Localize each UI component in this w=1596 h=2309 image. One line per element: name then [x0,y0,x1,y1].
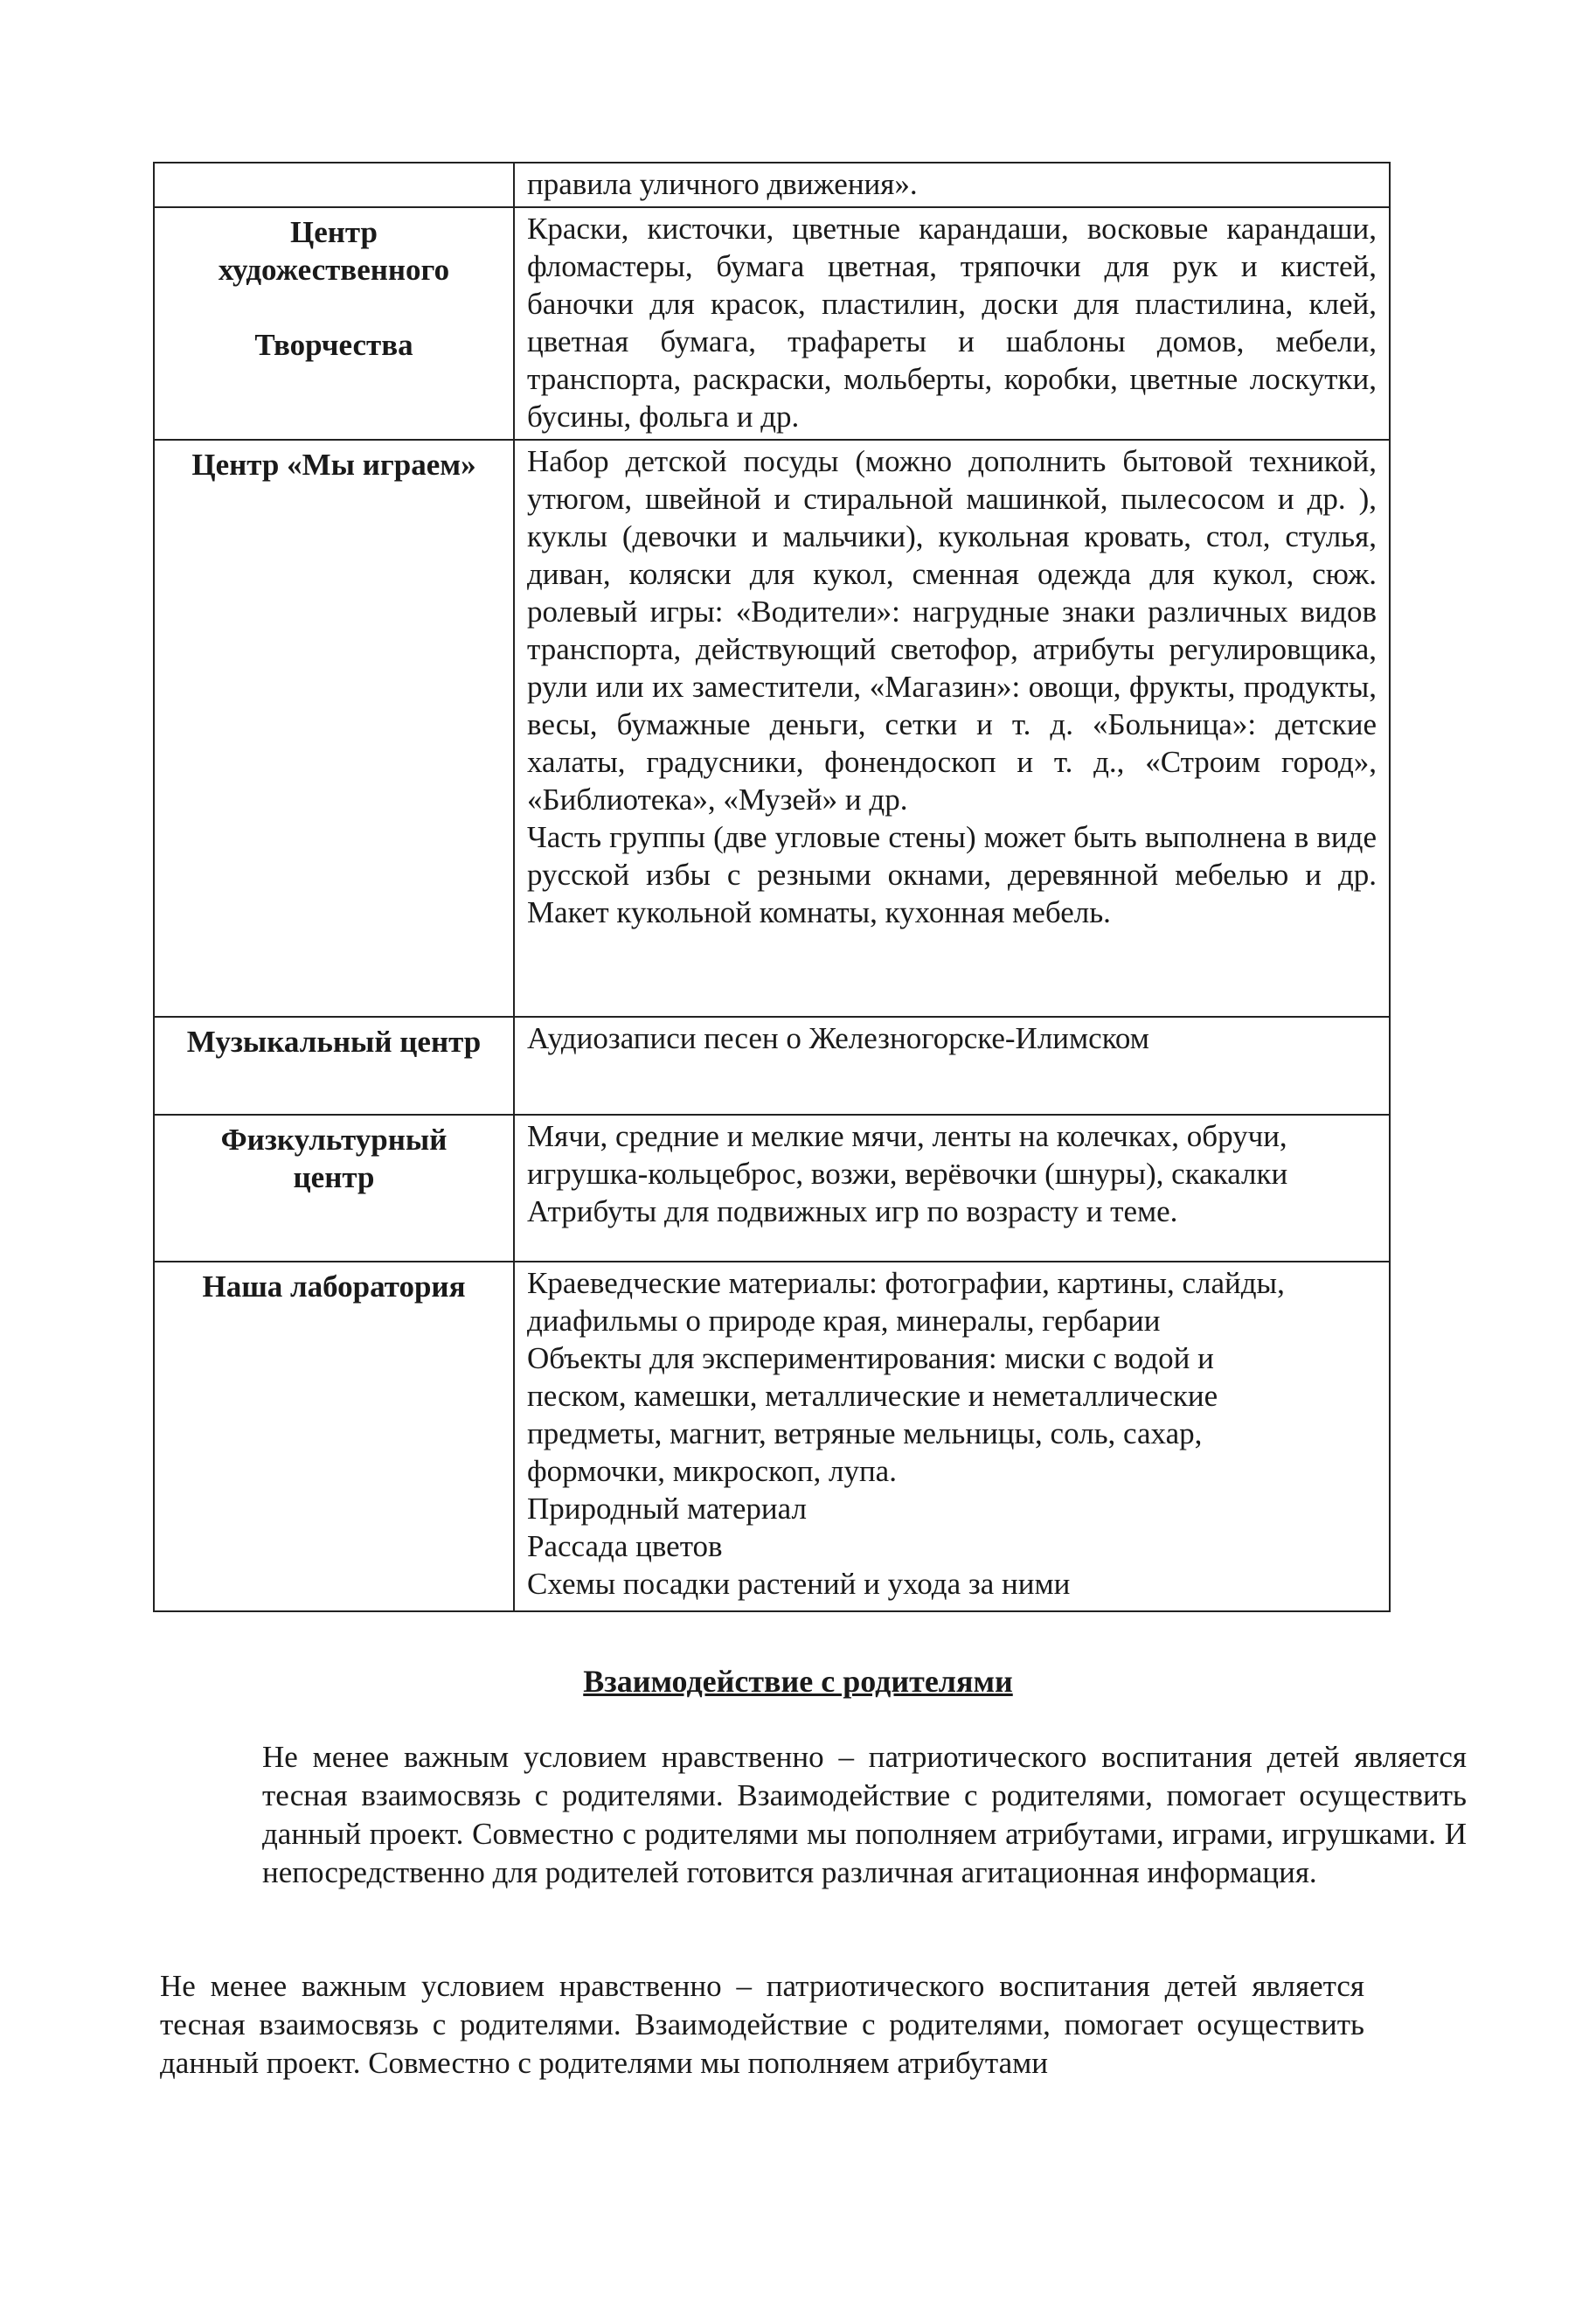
center-item-text: песком, камешки, металлические и неметаллические [527,1379,1218,1413]
center-name-cell [154,1262,514,1611]
center-item-text: Объекты для экспериментирования: миски с водой и [527,1341,1214,1375]
center-items-cell [514,207,1390,440]
center-name-line [167,289,501,326]
center-items-cell [514,163,1390,207]
center-items-cell [514,1017,1390,1115]
center-name-line: Творчества [254,328,413,362]
table-row [154,1017,1390,1115]
center-item-text: формочки, микроскоп, лупа. [527,1454,897,1488]
center-item-text: правила уличного движения». [527,167,918,201]
center-item-text: Схемы посадки растений и ухода за ними [527,1567,1071,1601]
centers-table-body [154,163,1390,1611]
table-row [154,163,1390,207]
center-name-cell [154,440,514,1017]
table-row [154,1115,1390,1262]
center-item-text: диафильмы о природе края, минералы, гербарии [527,1304,1161,1338]
center-name-line: Центр «Мы играем» [191,448,476,482]
paragraph-repeated: Не менее важным условием нравственно – патриотического воспитания детей является тесная взаимосвязь с родителями. Взаимодействие с родителями, помогает осуществить данный проект. Совместно с родителями мы пополняем атрибутами [160,1969,1364,2080]
table-row [154,207,1390,440]
center-items-cell [514,440,1390,1017]
center-item-text: Атрибуты для подвижных игр по возрасту и теме. [527,1194,1178,1228]
center-item-text: Аудиозаписи песен о Железногорске-Илимском [527,1021,1149,1055]
center-item-text: Природный материал [527,1492,807,1526]
center-name-cell [154,1017,514,1115]
center-item-text: Мячи, средние и мелкие мячи, ленты на колечках, обручи, [527,1119,1287,1153]
center-name-cell [154,207,514,440]
center-name-line: Физкультурный [220,1123,448,1157]
center-item-text: предметы, магнит, ветряные мельницы, соль, сахар, [527,1416,1203,1450]
center-item-text: игрушка-кольцеброс, возжи, верёвочки (шнуры), скакалки [527,1157,1288,1191]
section-heading: Взаимодействие с родителями [583,1664,1013,1699]
center-item-text: Часть группы (две угловые стены) может быть выполнена в виде русской избы с резными окнами, деревянной мебелью и др. Макет кукольной комнаты, кухонная мебель. [527,820,1377,929]
center-name-line: Музыкальный центр [186,1025,482,1059]
center-items-cell [514,1115,1390,1262]
center-name-line: художественного [218,253,450,287]
center-name-line: Центр [289,215,378,249]
center-item-text: Краеведческие материалы: фотографии, картины, слайды, [527,1266,1285,1300]
paragraph-indented: Не менее важным условием нравственно – патриотического воспитания детей является тесная взаимосвязь с родителями. Взаимодействие с родителями, помогает осуществить данный проект. Совместно с родителями мы пополняем атрибутами, играми, игрушками. И непосредственно для родителей готовится различная агитационная информация. [262,1740,1467,1889]
center-items-cell [514,1262,1390,1611]
table-row [154,1262,1390,1611]
center-name-cell [154,1115,514,1262]
center-name-line: Наша лаборатория [202,1269,466,1304]
center-name-line: центр [293,1160,375,1194]
table-row [154,440,1390,1017]
center-name-cell [154,163,514,207]
centers-table [153,162,1391,1612]
center-item-text: Краски, кисточки, цветные карандаши, восковые карандаши, фломастеры, бумага цветная, тряпочки для рук и кистей, баночки для красок, пластилин, доски для пластилина, клей, цветная бумага, трафареты и шаблоны домов, мебели, транспорта, раскраски, мольберты, коробки, цветные лоскутки, бусины, фольга и др. [527,212,1377,434]
center-item-text: Рассада цветов [527,1529,723,1563]
center-item-text: Набор детской посуды (можно дополнить бытовой техникой, утюгом, швейной и стиральной машинкой, пылесосом и др. ), куклы (девочки и мальчики), кукольная кровать, стол, стулья, диван, коляски для кукол, сменная одежда для кукол, сюж. ролевый игры: «Водители»: нагрудные знаки различных видов транспорта, действующий светофор, атрибуты регулировщика, рули или их заместители, «Магазин»: овощи, фрукты, продукты, весы, бумажные деньги, сетки и т. д. «Больница»: детские халаты, градусники, фонендоскоп и т. д., «Строим город», «Библиотека», «Музей» и др. [527,444,1377,817]
